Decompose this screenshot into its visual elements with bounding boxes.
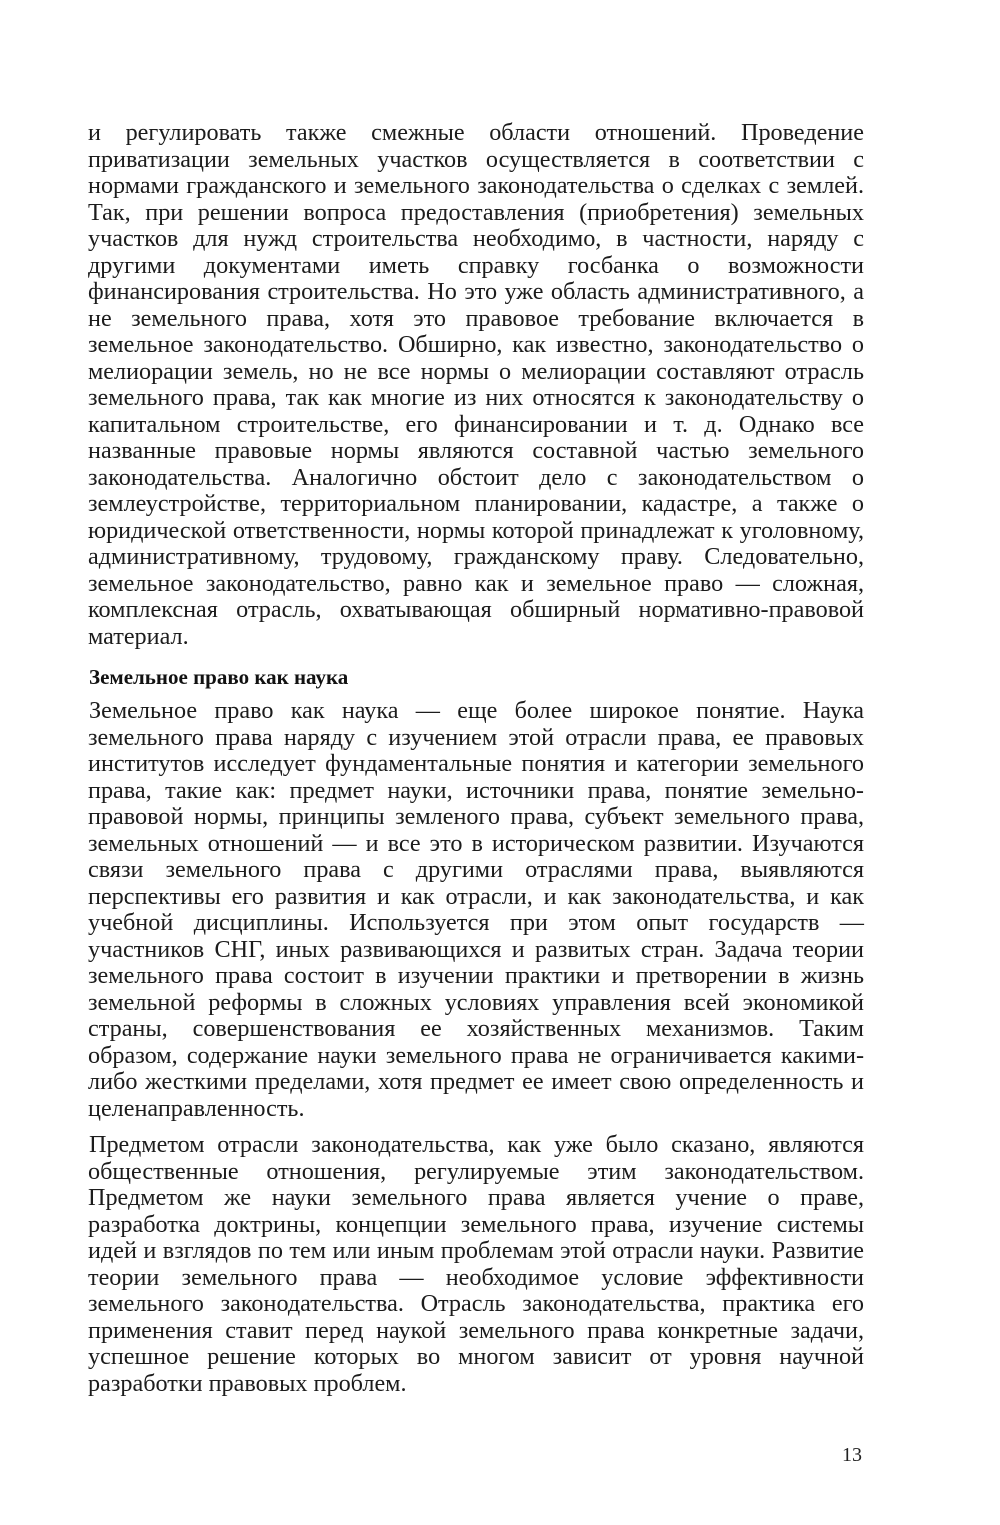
paragraph-science-definition: Земельное право как наука — еще более широкое понятие. Наука земельного права наряду с изучением этой отрасли права, ее правовых институтов исследует фундаментальные понятия и категории земельного права, такие как: предмет науки, источники права, понятие земельно-правовой нормы, принципы земленого права, субъект земельного права, земельных отношений — и все это в историческом развитии. Изучаются связи земельного права с другими отраслями права, выявляются перспективы его развития и как отрасли, и как законодательства, и как учебной дисциплины. Используется при этом опыт государств — участников СНГ, иных развивающихся и развитых стран. Задача теории земельного права состоит в изучении практики и претворении в жизнь земельной реформы в сложных условиях управления всей экономикой страны, совершенствования ее хозяйственных механизмов. Таким образом, содержание науки земельного права не ограничивается какими-либо жесткими пределами, хотя предмет ее имеет свою определенность и целенаправленность. — [88, 697, 864, 1122]
page-number: 13 — [842, 1444, 862, 1466]
paragraph-subject-of-science: Предметом отрасли законодательства, как уже было сказано, являются общественные отношения, регулируемые этим законодательством. Предметом же науки земельного права является учение о праве, разработка доктрины, концепции земельного права, изучение системы идей и взглядов по тем или иным проблемам этой отрасли науки. Развитие теории земельного права — необходимое условие эффективности земельного законодательства. Отрасль законодательства, практика его применения ставит перед наукой земельного права конкретные задачи, успешное решение которых во многом зависит от уровня научной разработки правовых проблем. — [88, 1131, 864, 1397]
paragraph-continuation: и регулировать также смежные области отношений. Проведение приватизации земельных участков осуществляется в соответствии с нормами гражданского и земельного законодательства о сделках с землей. Так, при решении вопроса предоставления (приобретения) земельных участков для нужд строительства необходимо, в частности, наряду с другими документами иметь справку госбанка о возможности финансирования строительства. Но это уже область административного, а не земельного права, хотя это правовое требование включается в земельное законодательство. Обширно, как известно, законодательство о мелиорации земель, но не все нормы о мелиорации составляют отрасль земельного права, так как многие из них относятся к законодательству о капитальном строительстве, его финансировании и т. д. Однако все названные правовые нормы являются составной частью земельного законодательства. Аналогично обстоит дело с законодательством о землеустройстве, территориальном планировании, кадастре, а также о юридической ответственности, нормы которой принадлежат к уголовному, административному, трудовому, гражданскому праву. Следовательно, земельное законодательство, равно как и земельное право — сложная, комплексная отрасль, охватывающая обширный нормативно-правовой материал. — [88, 119, 864, 650]
page-body — [88, 120, 864, 1397]
section-heading: Земельное право как наука — [89, 665, 349, 689]
